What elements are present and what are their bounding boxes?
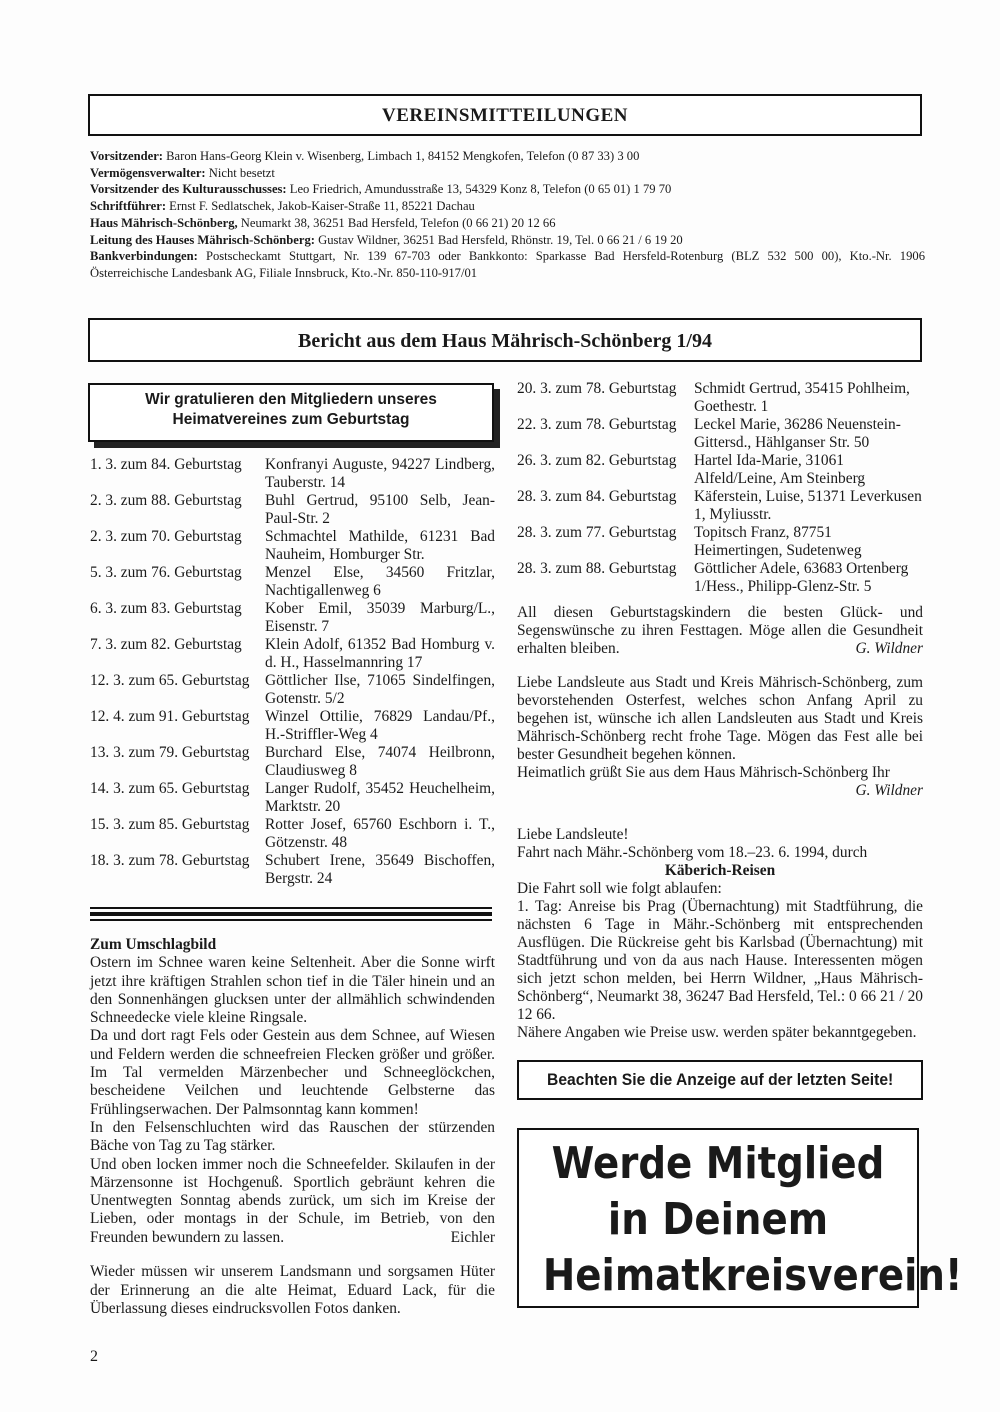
birthday-list-right — [517, 380, 923, 1042]
trip-greeting: Liebe Landsleute! — [517, 826, 629, 843]
info-line: Leitung des Hauses Mährisch-Schönberg: Gustav Wildner, 36251 Bad Hersfeld, Rhönstr. 19, Tel. 0 66 21 / 6 19 20 — [90, 232, 683, 247]
trip-line: Fahrt nach Mähr.-Schönberg vom 18.–23. 6. 1994, durch — [517, 844, 868, 861]
page-number: 2 — [90, 1348, 98, 1365]
ad-line: in Deinem — [607, 1194, 829, 1245]
ad-line: Werde Mitglied — [551, 1138, 885, 1189]
trip-company: Käberich-Reisen — [664, 862, 776, 879]
section-divider — [90, 912, 492, 916]
info-line: Haus Mährisch-Schönberg, Neumarkt 38, 36251 Bad Hersfeld, Telefon (0 66 21) 20 12 66 — [90, 215, 556, 230]
birthday-row: 28. 3. zum 88. Geburtstag Göttlicher Adele, 63683 Ortenberg 1/Hess., Philipp-Glenz-Str. 5 — [517, 560, 909, 595]
report-box — [88, 318, 922, 362]
birthday-row: 12. 4. zum 91. Geburtstag Winzel Ottilie, 76829 Landau/Pf., H.-Striffler-Weg 4 — [90, 708, 495, 743]
cover-paragraph: Da und dort ragt Fels oder Gestein aus dem Schnee, auf Wiesen und Feldern werden die schneefreien Flecken größer und größer. Im Tal vermelden Märzenbecher und Schneeglöckchen, bescheidene Veilchen und leuchtende Gelbsterne das Frühlingserwachen. Der Palmsonntag kann kommen! — [90, 1027, 495, 1118]
congrats-title: Wir gratulieren den Mitgliedern unseres Heimatvereines zum Geburtstag — [145, 391, 437, 428]
birthday-row: 13. 3. zum 79. Geburtstag Burchard Else, 74074 Heilbronn, Claudiusweg 8 — [90, 744, 495, 779]
info-line: Schriftführer: Ernst F. Sedlatschek, Jakob-Kaiser-Straße 11, 85221 Dachau — [90, 199, 475, 214]
cover-paragraph: Ostern im Schnee waren keine Seltenheit. Aber die Sonne wirft jetzt ihre kräftigen Strahlen schon tief in die Täler hinein und an den Sonnenhängen glucksen unter der allmählich schwindenden Schneedecke viele kleine Ringsale. — [90, 954, 495, 1027]
notice-box — [517, 1060, 923, 1100]
birthday-row: 26. 3. zum 82. Geburtstag Hartel Ida-Marie, 31061 Alfeld/Leine, Am Steinberg — [517, 452, 866, 487]
birthday-row: 1. 3. zum 84. Geburtstag Konfranyi Auguste, 94227 Lindberg, Tauberstr. 14 — [90, 456, 495, 491]
cover-signature: Eichler — [450, 1229, 495, 1247]
section-divider — [90, 919, 492, 921]
header-box — [88, 94, 922, 136]
ad-line: Heimatkreisverein! — [542, 1250, 963, 1301]
wishes-signature: G. Wildner — [855, 640, 923, 657]
birthday-row: 22. 3. zum 78. Geburtstag Leckel Marie, 36286 Neuenstein-Gittersd., Hählganser Str. 50 — [517, 416, 901, 451]
cover-paragraph: Und oben locken immer noch die Schneefelder. Skilaufen in der Märzensonne ist Hochgenuß. Sportlich gebräunt kehren die Unentwegten Sonntag abends zurück, um sich im Kreise der Lieben, oder montags in der Schule, im Betrieb, von den Freunden bewundern zu lassen. — [90, 1155, 495, 1246]
cover-article — [90, 936, 495, 1318]
wishes-text: All diesen Geburtstagskindern die besten Glück- und Segenswünsche zu ihren Festtagen. Möge allen die Gesundheit erhalten bleiben. — [517, 604, 923, 657]
birthday-list-left — [90, 456, 495, 888]
birthday-row: 5. 3. zum 76. Geburtstag Menzel Else, 34560 Fritzlar, Nachtigallenweg 6 — [90, 564, 495, 599]
info-line: Bankverbindungen: Postscheckamt Stuttgart, Nr. 139 67-703 oder Bankkonto: Sparkasse Bad Hersfeld-Rotenburg (BLZ 532 500 00), Kto.-Nr. 1906 Österreichische Landesbank AG, Filiale Innsbruck, Kto.-Nr. 850-110-917/01 — [90, 249, 925, 280]
birthday-row: 12. 3. zum 65. Geburtstag Göttlicher Ilse, 71065 Sindelfingen, Gotenstr. 5/2 — [90, 672, 495, 707]
info-line: Vorsitzender: Baron Hans-Georg Klein v. Wisenberg, Limbach 1, 84152 Mengkofen, Telefon (0 87 33) 3 00 — [90, 149, 640, 163]
birthday-row: 20. 3. zum 78. Geburtstag Schmidt Gertrud, 35415 Pohlheim, Goethestr. 1 — [517, 380, 910, 415]
easter-closing: Heimatlich grüßt Sie aus dem Haus Mährisch-Schönberg Ihr — [517, 764, 890, 781]
birthday-row: 18. 3. zum 78. Geburtstag Schubert Irene, 35649 Bischoffen, Bergstr. 24 — [90, 852, 495, 887]
easter-text: Liebe Landsleute aus Stadt und Kreis Mährisch-Schönberg, zum bevorstehenden Osterfest, welches schon Anfang April zu begehen ist, wünsche ich allen Landsleuten aus Stadt und Kreis Mährisch-Schönberg recht frohe Tage. Mögen das Fest alle bei bester Gesundheit begehen können. — [517, 674, 923, 763]
birthday-row: 14. 3. zum 65. Geburtstag Langer Rudolf, 35452 Heuchelheim, Marktstr. 20 — [90, 780, 495, 815]
cover-thanks: Wieder müssen wir unserem Landsmann und sorgsamen Hüter der Erinnerung an die alte Heimat, Eduard Lack, für die Überlassung dieses eindrucksvollen Fotos danken. — [90, 1263, 495, 1317]
birthday-row: 7. 3. zum 82. Geburtstag Klein Adolf, 61352 Bad Homburg v. d. H., Hasselmannring 17 — [90, 636, 495, 671]
report-title: Bericht aus dem Haus Mährisch-Schönberg 1/94 — [298, 330, 712, 352]
membership-ad — [517, 1128, 963, 1308]
cover-paragraph: In den Felsenschluchten wird das Rauschen der stürzenden Bäche von Tag zu Tag stärker. — [90, 1118, 495, 1155]
header-title: VEREINSMITTEILUNGEN — [382, 105, 628, 126]
birthday-row: 28. 3. zum 77. Geburtstag Topitsch Franz, 87751 Heimertingen, Sudetenweg — [517, 524, 862, 559]
club-info — [90, 148, 925, 282]
info-line: Vermögensverwalter: Nicht besetzt — [90, 165, 275, 180]
birthday-row: 2. 3. zum 70. Geburtstag Schmachtel Mathilde, 61231 Bad Nauheim, Homburger Str. — [90, 528, 495, 563]
trip-body: Die Fahrt soll wie folgt ablaufen: 1. Tag: Anreise bis Prag (Übernachtung) mit Stadtführung, die nächsten 6 Tage in Mähr.-Schönberg mit entsprechenden Ausflügen. Die Rückreise geht bis Karlsbad (Übernachtung) mit Stadtführung und von da aus nach Hause. Interessenten mögen sich jetzt schon melden, bei Herrn Wildner, „Haus Mährisch-Schönberg“, Neumarkt 38, 36247 Bad Hersfeld, Tel.: 0 66 21 / 20 12 66. Nähere Angaben wie Preise usw. werden später bekanntgegeben. — [517, 880, 923, 1041]
section-divider — [90, 907, 492, 909]
birthday-row: 6. 3. zum 83. Geburtstag Kober Emil, 35039 Marburg/L., Eisenstr. 7 — [90, 600, 495, 635]
cover-title: Zum Umschlagbild — [90, 936, 217, 953]
easter-signature: G. Wildner — [855, 782, 923, 799]
birthday-row: 15. 3. zum 85. Geburtstag Rotter Josef, 65760 Eschborn i. T., Götzenstr. 48 — [90, 816, 495, 851]
birthday-row: 2. 3. zum 88. Geburtstag Buhl Gertrud, 95100 Selb, Jean-Paul-Str. 2 — [90, 492, 495, 527]
congrats-box — [88, 383, 494, 442]
notice-text: Beachten Sie die Anzeige auf der letzten Seite! — [546, 1070, 894, 1089]
info-line: Vorsitzender des Kulturausschusses: Leo Friedrich, Amundusstraße 13, 54329 Konz 8, Telefon (0 65 01) 1 79 70 — [90, 182, 672, 197]
birthday-row: 28. 3. zum 84. Geburtstag Käferstein, Luise, 51371 Leverkusen 1, Myliusstr. — [517, 488, 922, 523]
